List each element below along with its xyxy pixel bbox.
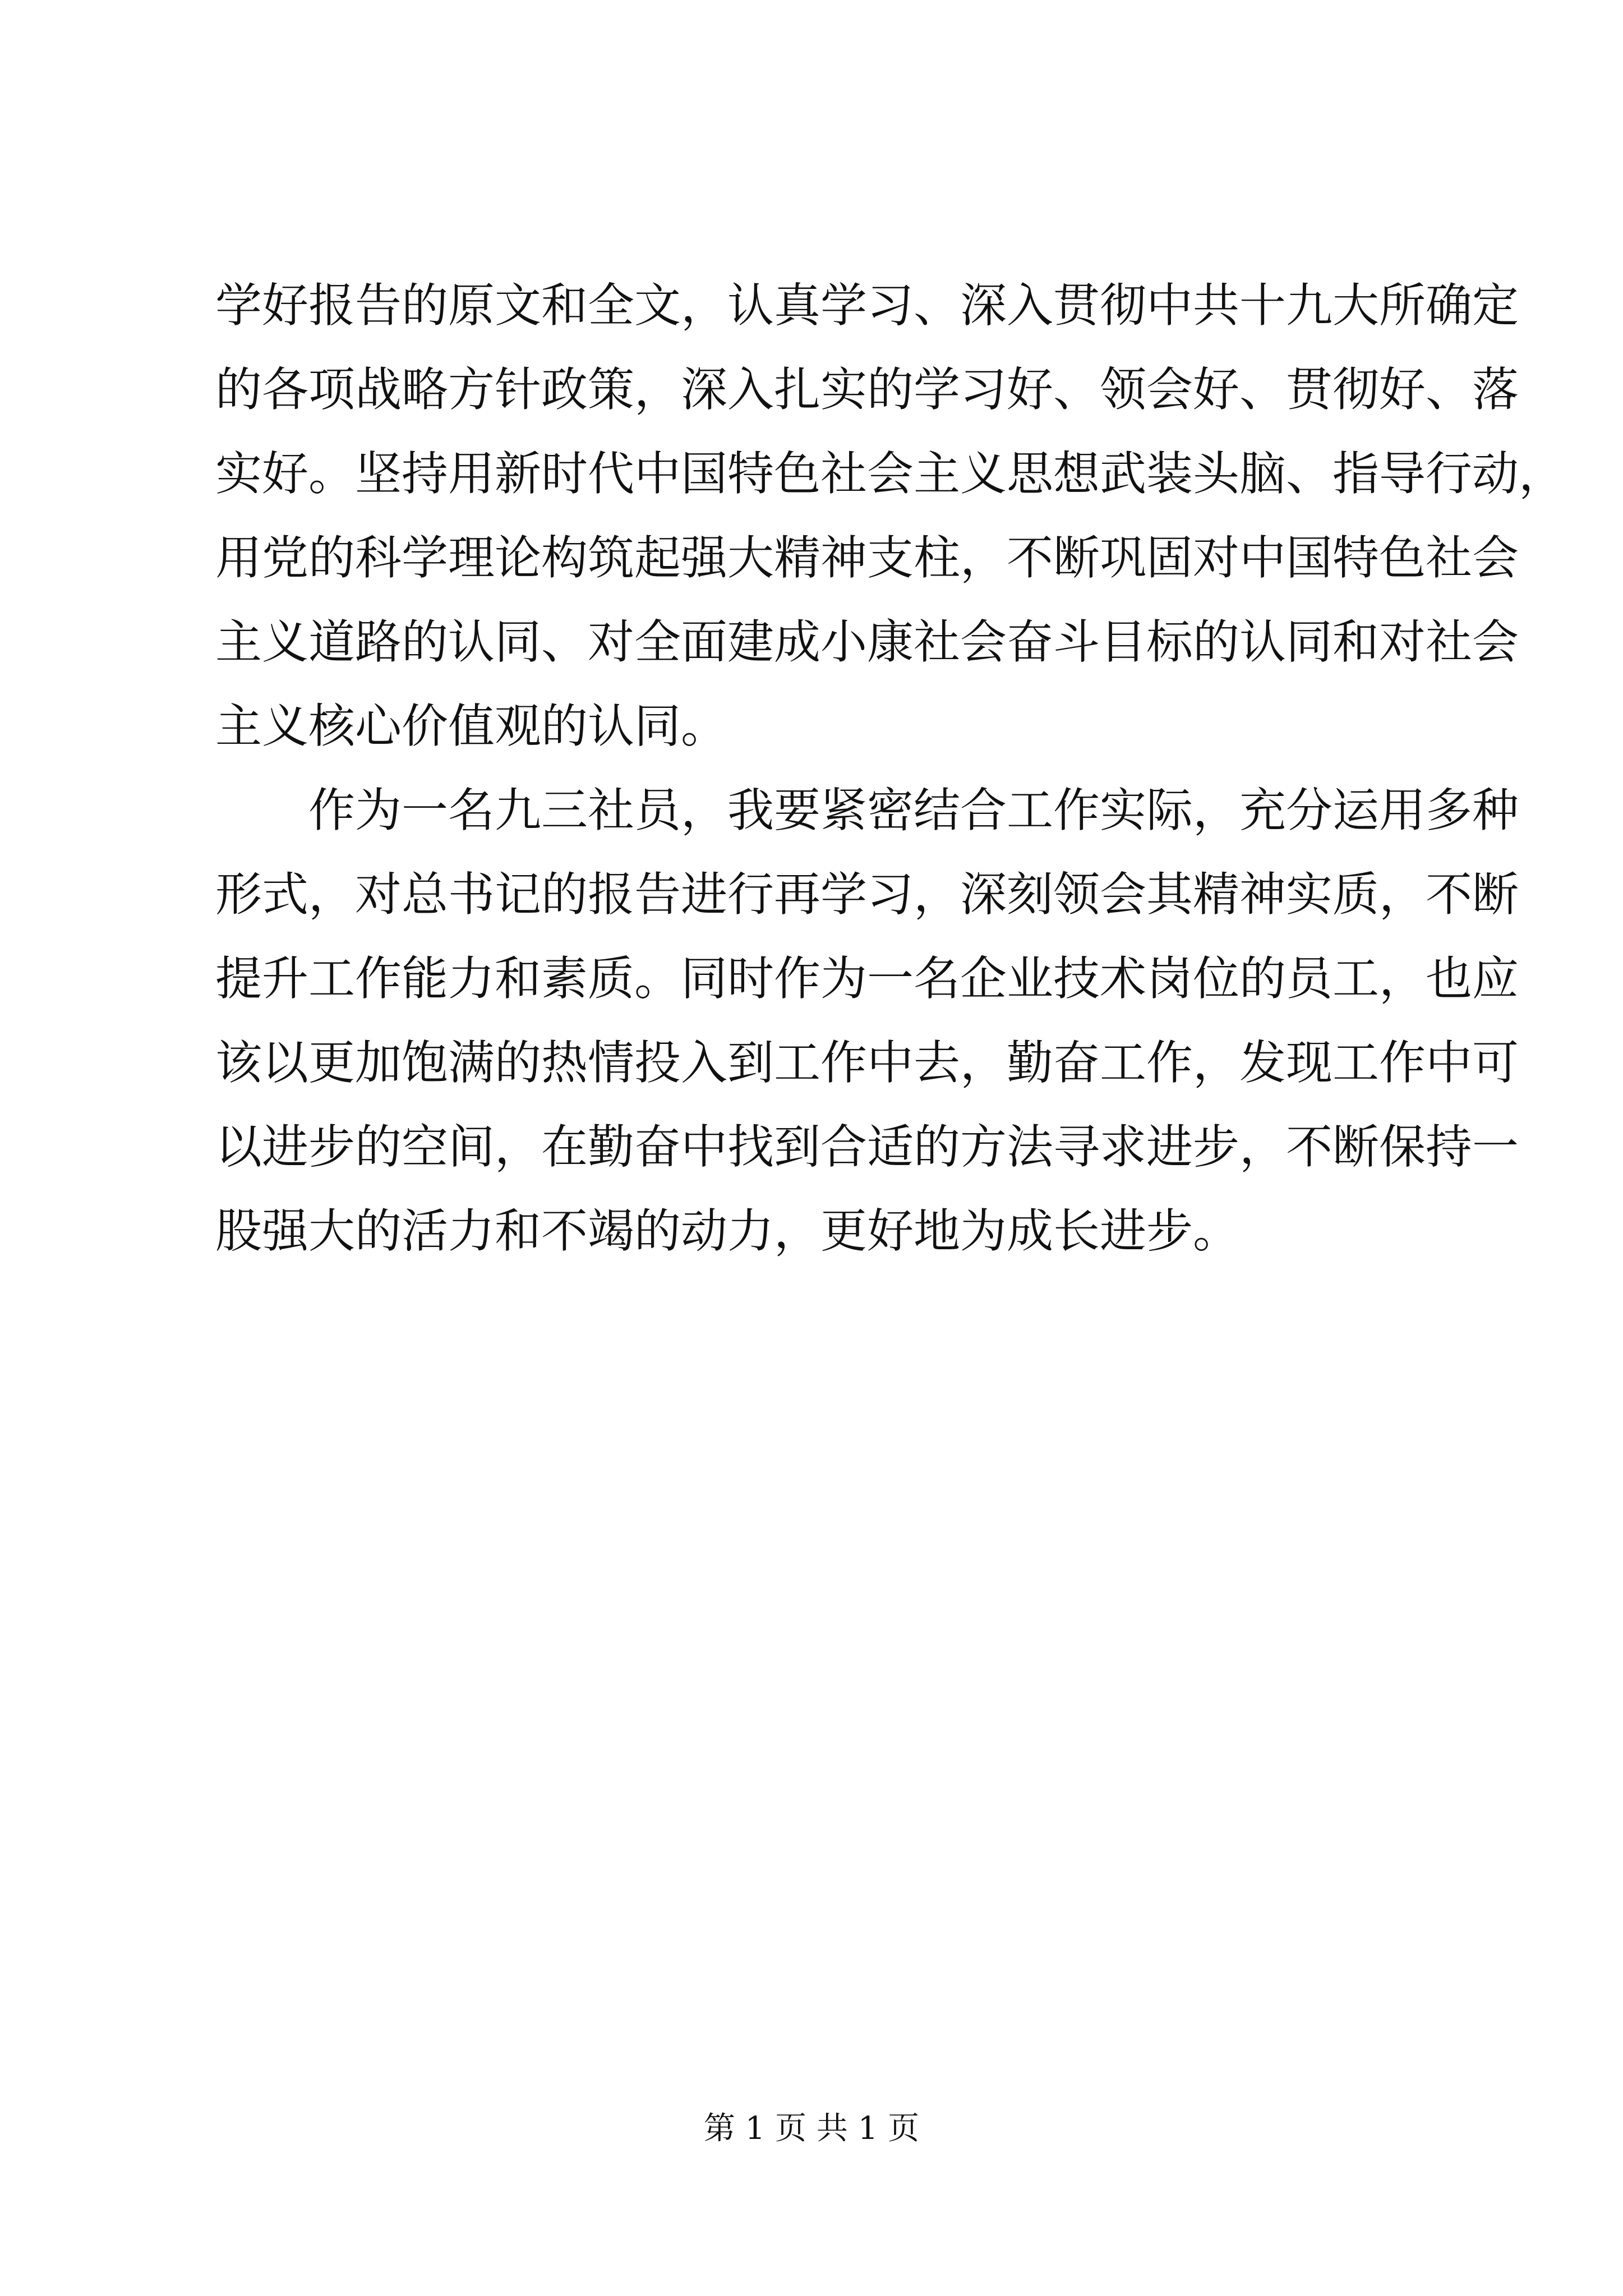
paragraph-2-line-2: 形式，对总书记的报告进行再学习，深刻领会其精神实质，不断 xyxy=(215,867,1519,922)
paragraph-1-line-6: 主义核心价值观的认同。 xyxy=(215,699,727,753)
paragraph-2-line-3: 提升工作能力和素质。同时作为一名企业技术岗位的员工，也应 xyxy=(215,951,1519,1006)
paragraph-1-line-1: 学好报告的原文和全文，认真学习、深入贯彻中共十九大所确定 xyxy=(215,278,1519,333)
paragraph-1-line-2: 的各项战略方针政策，深入扎实的学习好、领会好、贯彻好、落 xyxy=(215,362,1519,417)
page-footer xyxy=(0,2106,1623,2151)
paragraph-2-line-4: 该以更加饱满的热情投入到工作中去，勤奋工作，发现工作中可 xyxy=(215,1036,1519,1090)
paragraph-1-line-4: 用党的科学理论构筑起强大精神支柱，不断巩固对中国特色社会 xyxy=(215,531,1519,585)
body-text xyxy=(215,264,1565,1273)
paragraph-2-line-5: 以进步的空间，在勤奋中找到合适的方法寻求进步，不断保持一 xyxy=(215,1120,1519,1174)
paragraph-2-line-6: 股强大的活力和不竭的动力，更好地为成长进步。 xyxy=(215,1204,1239,1258)
page-number-label: 第 1 页 共 1 页 xyxy=(703,2110,920,2147)
paragraph-1-line-3: 实好。坚持用新时代中国特色社会主义思想武装头脑、指导行动， xyxy=(215,447,1565,501)
paragraph-1-line-5: 主义道路的认同、对全面建成小康社会奋斗目标的认同和对社会 xyxy=(215,615,1519,669)
paragraph-2-line-1: 作为一名九三社员，我要紧密结合工作实际，充分运用多种 xyxy=(308,783,1519,838)
